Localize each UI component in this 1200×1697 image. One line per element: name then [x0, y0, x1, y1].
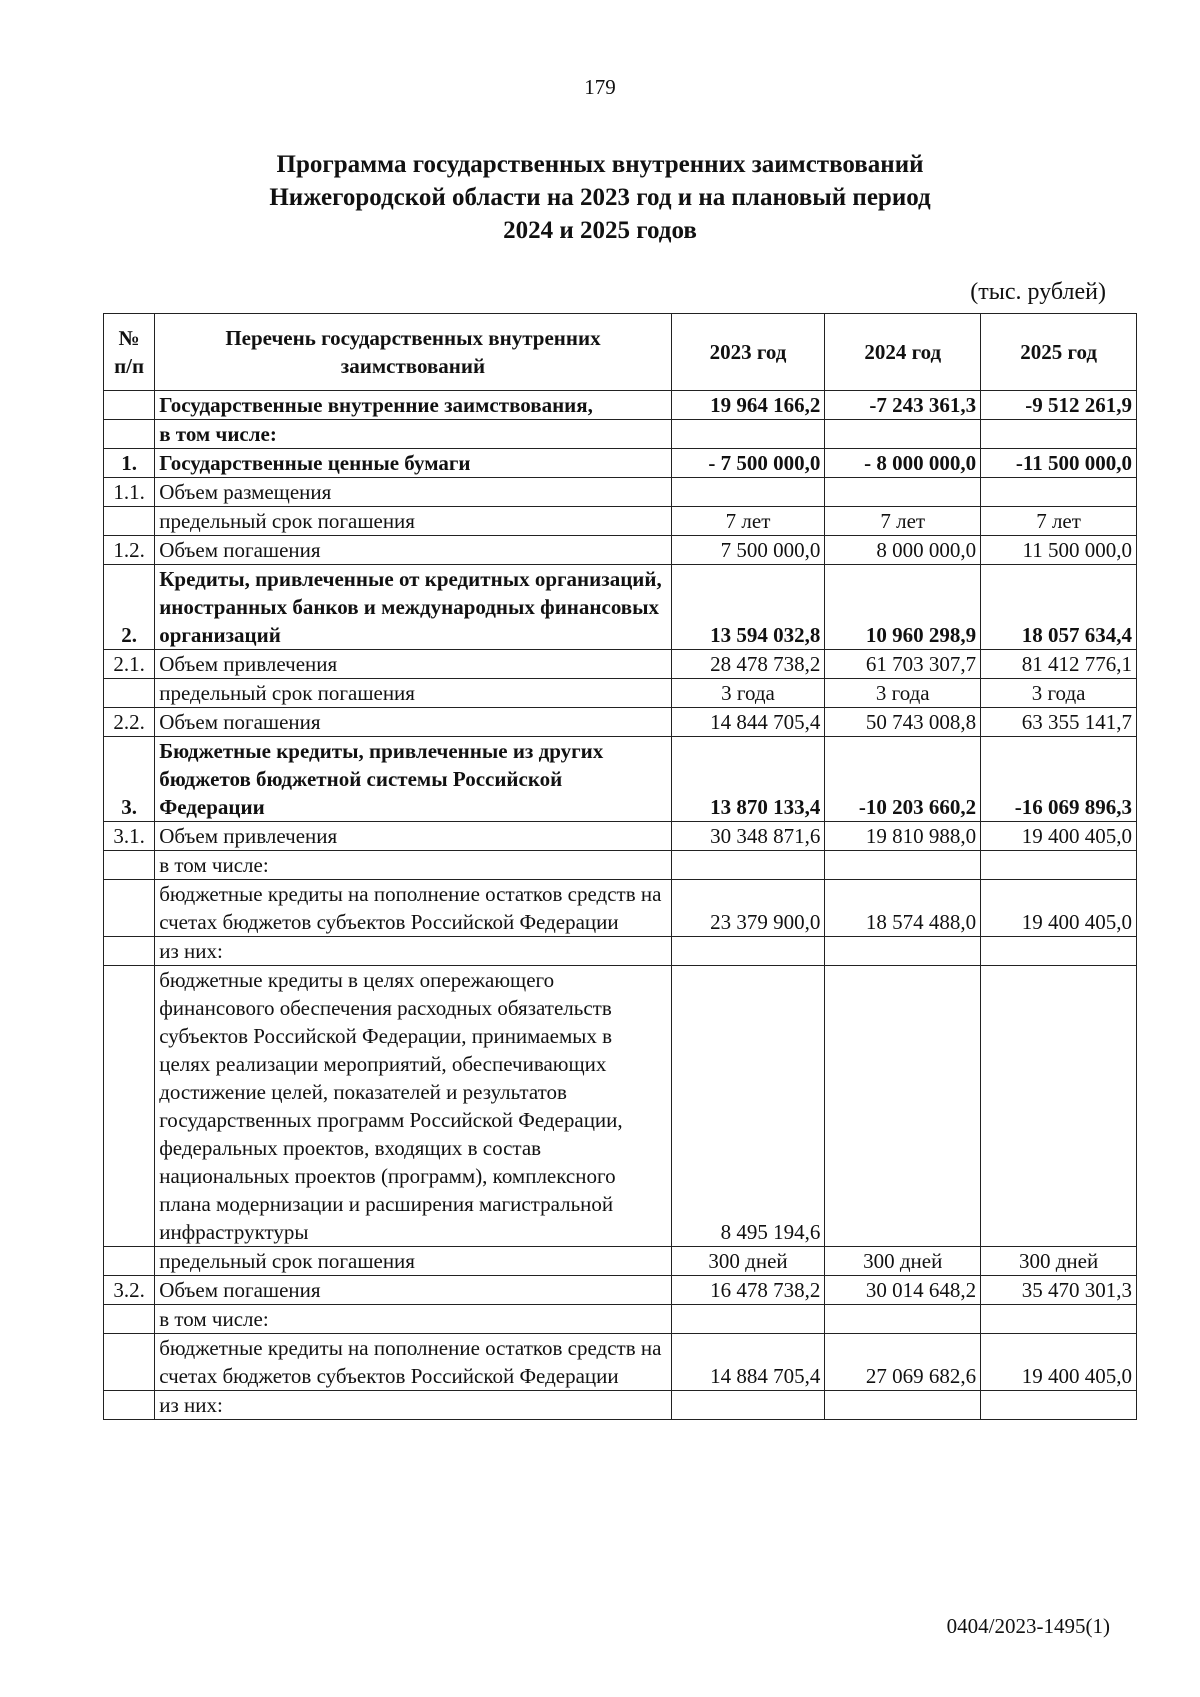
row-num	[104, 937, 155, 966]
value-2023: 13 594 032,8	[671, 565, 825, 650]
row-name: в том числе:	[155, 420, 672, 449]
table-header-row	[104, 314, 1137, 391]
value-2025: 11 500 000,0	[981, 536, 1137, 565]
table-row	[104, 937, 1137, 966]
table-row	[104, 1334, 1137, 1391]
value-2024	[825, 1391, 981, 1420]
row-num	[104, 966, 155, 1247]
value-2024: 3 года	[825, 679, 981, 708]
table-row	[104, 507, 1137, 536]
value-2025	[981, 1305, 1137, 1334]
value-2024: 30 014 648,2	[825, 1276, 981, 1305]
row-num	[104, 420, 155, 449]
row-name: Объем привлечения	[155, 650, 672, 679]
row-name: в том числе:	[155, 851, 672, 880]
row-name: Государственные ценные бумаги	[155, 449, 672, 478]
value-2023	[671, 851, 825, 880]
borrowing-table	[103, 313, 1137, 1420]
value-2025	[981, 966, 1137, 1247]
row-name: Объем погашения	[155, 1276, 672, 1305]
row-num: 1.2.	[104, 536, 155, 565]
value-2024: - 8 000 000,0	[825, 449, 981, 478]
value-2024: 19 810 988,0	[825, 822, 981, 851]
row-name: Государственные внутренние заимствования,	[155, 391, 672, 420]
row-num	[104, 679, 155, 708]
value-2024	[825, 937, 981, 966]
header-2024: 2024 год	[825, 314, 981, 391]
row-name: Бюджетные кредиты, привлеченные из других бюджетов бюджетной системы Российской Федерации	[155, 737, 672, 822]
row-num: 1.	[104, 449, 155, 478]
table-row	[104, 650, 1137, 679]
row-num: 3.	[104, 737, 155, 822]
table-row	[104, 679, 1137, 708]
value-2023: 14 844 705,4	[671, 708, 825, 737]
value-2023: 7 500 000,0	[671, 536, 825, 565]
value-2023: 16 478 738,2	[671, 1276, 825, 1305]
row-name: бюджетные кредиты на пополнение остатков средств на счетах бюджетов субъектов Российской Федерации	[155, 1334, 672, 1391]
value-2025: 81 412 776,1	[981, 650, 1137, 679]
value-2025: 19 400 405,0	[981, 1334, 1137, 1391]
title-line-1: Программа государственных внутренних заимствований	[276, 151, 924, 178]
value-2023: 14 884 705,4	[671, 1334, 825, 1391]
value-2023: 3 года	[671, 679, 825, 708]
value-2024	[825, 478, 981, 507]
header-name: Перечень государственных внутренних заимствований	[155, 314, 672, 391]
value-2025: 7 лет	[981, 507, 1137, 536]
header-num: № п/п	[104, 314, 155, 391]
value-2024: 27 069 682,6	[825, 1334, 981, 1391]
value-2023: 19 964 166,2	[671, 391, 825, 420]
row-num	[104, 507, 155, 536]
value-2023: 30 348 871,6	[671, 822, 825, 851]
units-label: (тыс. рублей)	[970, 279, 1106, 305]
table-row	[104, 1391, 1137, 1420]
row-name: Объем погашения	[155, 708, 672, 737]
value-2025: -9 512 261,9	[981, 391, 1137, 420]
value-2024: -7 243 361,3	[825, 391, 981, 420]
row-name: предельный срок погашения	[155, 679, 672, 708]
row-num: 2.2.	[104, 708, 155, 737]
value-2025: -16 069 896,3	[981, 737, 1137, 822]
row-num	[104, 880, 155, 937]
table-row	[104, 478, 1137, 507]
table-row	[104, 708, 1137, 737]
row-num	[104, 1334, 155, 1391]
table-row	[104, 391, 1137, 420]
row-num: 3.2.	[104, 1276, 155, 1305]
value-2023	[671, 937, 825, 966]
page-number: 179	[584, 75, 616, 99]
document-title	[0, 148, 1200, 247]
row-num: 2.	[104, 565, 155, 650]
row-num	[104, 851, 155, 880]
value-2025	[981, 1391, 1137, 1420]
row-num	[104, 1247, 155, 1276]
table-row	[104, 880, 1137, 937]
value-2024: -10 203 660,2	[825, 737, 981, 822]
row-num: 3.1.	[104, 822, 155, 851]
value-2024: 8 000 000,0	[825, 536, 981, 565]
row-num: 1.1.	[104, 478, 155, 507]
value-2023	[671, 420, 825, 449]
table-row	[104, 1247, 1137, 1276]
row-num	[104, 1305, 155, 1334]
row-name: Объем погашения	[155, 536, 672, 565]
table-row	[104, 565, 1137, 650]
value-2025: 19 400 405,0	[981, 880, 1137, 937]
row-name: бюджетные кредиты на пополнение остатков средств на счетах бюджетов субъектов Российской Федерации	[155, 880, 672, 937]
header-2025: 2025 год	[981, 314, 1137, 391]
title-line-2: Нижегородской области на 2023 год и на плановый период	[269, 184, 931, 211]
table-row	[104, 536, 1137, 565]
value-2024: 61 703 307,7	[825, 650, 981, 679]
value-2024	[825, 851, 981, 880]
row-name: бюджетные кредиты в целях опережающего финансового обеспечения расходных обязательств субъектов Российской Федерации, принимаемых в целях реализации мероприятий, обеспечивающих достижение целей, показателей и результатов государственных программ Российской Федерации, федеральных проектов, входящих в состав национальных проектов (программ), комплексного плана модернизации и расширения магистральной инфраструктуры	[155, 966, 672, 1247]
value-2025	[981, 937, 1137, 966]
row-num: 2.1.	[104, 650, 155, 679]
value-2023: 300 дней	[671, 1247, 825, 1276]
value-2024	[825, 966, 981, 1247]
header-2023: 2023 год	[671, 314, 825, 391]
row-name: Объем размещения	[155, 478, 672, 507]
title-line-3: 2024 и 2025 годов	[503, 217, 697, 244]
value-2024: 10 960 298,9	[825, 565, 981, 650]
value-2023: 7 лет	[671, 507, 825, 536]
value-2024: 7 лет	[825, 507, 981, 536]
value-2025: 3 года	[981, 679, 1137, 708]
value-2025: 63 355 141,7	[981, 708, 1137, 737]
value-2025: -11 500 000,0	[981, 449, 1137, 478]
row-num	[104, 391, 155, 420]
table-row	[104, 420, 1137, 449]
row-name: предельный срок погашения	[155, 507, 672, 536]
value-2023: 8 495 194,6	[671, 966, 825, 1247]
table-row	[104, 851, 1137, 880]
value-2025: 35 470 301,3	[981, 1276, 1137, 1305]
value-2024	[825, 420, 981, 449]
table-row	[104, 449, 1137, 478]
value-2023: 23 379 900,0	[671, 880, 825, 937]
row-num	[104, 1391, 155, 1420]
value-2024: 18 574 488,0	[825, 880, 981, 937]
table-row	[104, 966, 1137, 1247]
value-2023	[671, 1305, 825, 1334]
value-2025	[981, 851, 1137, 880]
row-name: предельный срок погашения	[155, 1247, 672, 1276]
value-2023: 28 478 738,2	[671, 650, 825, 679]
table-row	[104, 1276, 1137, 1305]
value-2025	[981, 478, 1137, 507]
document-code: 0404/2023-1495(1)	[946, 1614, 1110, 1638]
row-name: Кредиты, привлеченные от кредитных организаций, иностранных банков и международных финансовых организаций	[155, 565, 672, 650]
value-2023: - 7 500 000,0	[671, 449, 825, 478]
value-2024	[825, 1305, 981, 1334]
table-row	[104, 737, 1137, 822]
value-2023: 13 870 133,4	[671, 737, 825, 822]
row-name: Объем привлечения	[155, 822, 672, 851]
table-row	[104, 822, 1137, 851]
table-row	[104, 1305, 1137, 1334]
value-2025: 19 400 405,0	[981, 822, 1137, 851]
value-2025: 18 057 634,4	[981, 565, 1137, 650]
value-2023	[671, 1391, 825, 1420]
value-2025	[981, 420, 1137, 449]
value-2024: 300 дней	[825, 1247, 981, 1276]
value-2023	[671, 478, 825, 507]
row-name: в том числе:	[155, 1305, 672, 1334]
row-name: из них:	[155, 937, 672, 966]
row-name: из них:	[155, 1391, 672, 1420]
value-2025: 300 дней	[981, 1247, 1137, 1276]
value-2024: 50 743 008,8	[825, 708, 981, 737]
